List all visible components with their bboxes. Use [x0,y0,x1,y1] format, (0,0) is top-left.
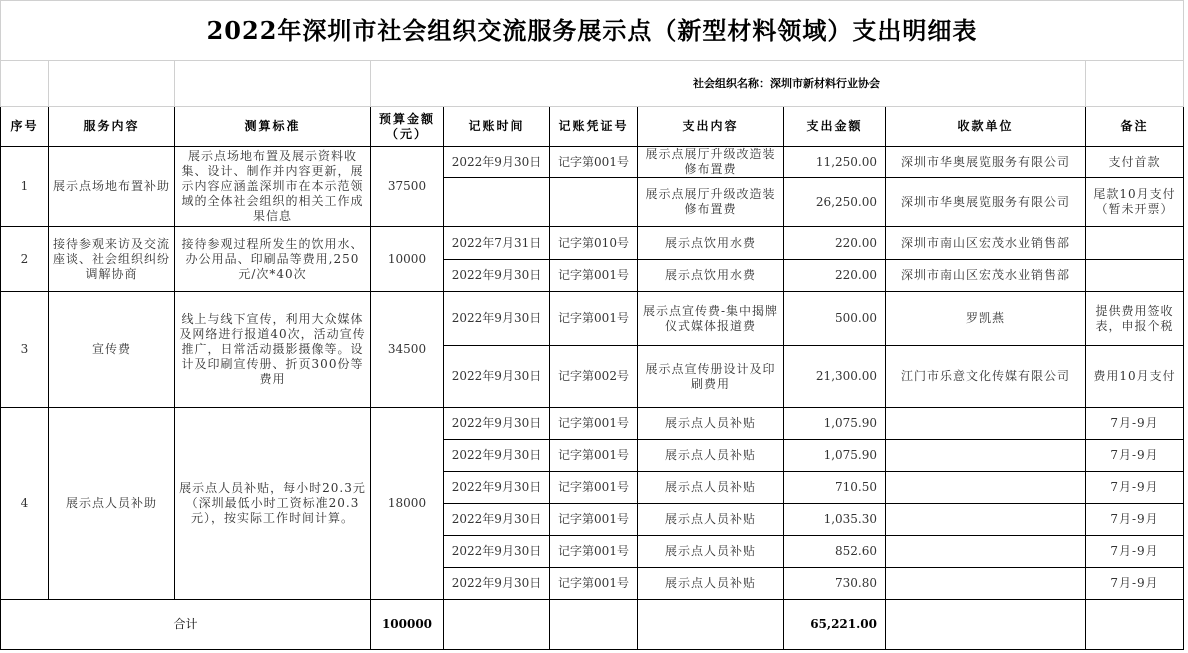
date-cell: 2022年9月30日 [444,568,550,600]
table-row [1,408,1184,440]
amount-cell: 710.50 [784,472,886,504]
header-standard: 测算标准 [175,107,371,147]
note-cell [1086,260,1184,292]
header-voucher: 记账凭证号 [550,107,638,147]
date-cell: 2022年9月30日 [444,536,550,568]
content-cell: 展示点人员补贴 [638,408,784,440]
header-budget: 预算金额（元） [371,107,444,147]
service-cell: 接待参观来访及交流座谈、社会组织纠纷调解协商 [49,227,175,292]
content-cell: 展示点人员补贴 [638,440,784,472]
content-cell: 展示点饮用水费 [638,227,784,260]
voucher-cell: 记字第001号 [550,292,638,346]
note-cell: 7月-9月 [1086,440,1184,472]
service-cell: 宣传费 [49,292,175,408]
voucher-cell: 记字第002号 [550,346,638,408]
content-cell: 展示点展厅升级改造装修布置费 [638,147,784,178]
seq-cell: 3 [1,292,49,408]
total-budget: 100000 [371,600,444,650]
date-cell: 2022年9月30日 [444,346,550,408]
header-payee: 收款单位 [886,107,1086,147]
seq-cell: 4 [1,408,49,600]
payee-cell: 深圳市南山区宏茂水业销售部 [886,260,1086,292]
note-cell: 尾款10月支付（暂未开票） [1086,178,1184,227]
header-service: 服务内容 [49,107,175,147]
amount-cell: 852.60 [784,536,886,568]
date-cell: 2022年9月30日 [444,260,550,292]
org-name: 社会组织名称：深圳市新材料行业协会 [371,61,1086,107]
payee-cell: 江门市乐意文化传媒有限公司 [886,346,1086,408]
date-cell: 2022年9月30日 [444,472,550,504]
voucher-cell: 记字第001号 [550,408,638,440]
standard-cell: 接待参观过程所发生的饮用水、办公用品、印刷品等费用,250元/次*40次 [175,227,371,292]
date-cell: 2022年9月30日 [444,408,550,440]
date-cell: 2022年9月30日 [444,292,550,346]
seq-cell: 1 [1,147,49,227]
content-cell: 展示点宣传册设计及印刷费用 [638,346,784,408]
budget-cell: 10000 [371,227,444,292]
header-row [1,107,1184,147]
note-cell: 7月-9月 [1086,472,1184,504]
amount-cell: 1,075.90 [784,440,886,472]
standard-cell: 展示点场地布置及展示资料收集、设计、制作并内容更新，展示内容应涵盖深圳市在本示范领域的全体社会组织的相关工作成果信息 [175,147,371,227]
page-title: 2022年深圳市社会组织交流服务展示点（新型材料领域）支出明细表 [1,1,1184,61]
amount-cell: 11,250.00 [784,147,886,178]
note-cell [1086,227,1184,260]
payee-cell: 深圳市华奥展览服务有限公司 [886,147,1086,178]
table-row [1,227,1184,260]
payee-cell [886,472,1086,504]
content-cell: 展示点饮用水费 [638,260,784,292]
note-cell: 7月-9月 [1086,504,1184,536]
payee-cell [886,568,1086,600]
voucher-cell: 记字第001号 [550,260,638,292]
payee-cell [886,536,1086,568]
amount-cell: 220.00 [784,260,886,292]
note-cell: 7月-9月 [1086,568,1184,600]
voucher-cell: 记字第001号 [550,472,638,504]
content-cell: 展示点人员补贴 [638,472,784,504]
payee-cell: 深圳市南山区宏茂水业销售部 [886,227,1086,260]
standard-cell: 展示点人员补贴，每小时20.3元（深圳最低小时工资标准20.3元），按实际工作时间计算。 [175,408,371,600]
header-seq: 序号 [1,107,49,147]
header-note: 备注 [1086,107,1184,147]
title-row [1,1,1184,61]
voucher-cell: 记字第001号 [550,536,638,568]
voucher-cell: 记字第001号 [550,568,638,600]
budget-cell: 37500 [371,147,444,227]
amount-cell: 1,035.30 [784,504,886,536]
amount-cell: 500.00 [784,292,886,346]
date-cell: 2022年7月31日 [444,227,550,260]
voucher-cell: 记字第010号 [550,227,638,260]
standard-cell: 线上与线下宣传，利用大众媒体及网络进行报道40次，活动宣传推广，日常活动摄影摄像等。设计及印刷宣传册、折页300份等费用 [175,292,371,408]
date-cell [444,178,550,227]
amount-cell: 1,075.90 [784,408,886,440]
amount-cell: 730.80 [784,568,886,600]
header-date: 记账时间 [444,107,550,147]
note-cell: 7月-9月 [1086,536,1184,568]
total-row [1,600,1184,650]
payee-cell [886,440,1086,472]
content-cell: 展示点人员补贴 [638,504,784,536]
payee-cell: 罗凯燕 [886,292,1086,346]
service-cell: 展示点场地布置补助 [49,147,175,227]
budget-cell: 34500 [371,292,444,408]
table-row [1,147,1184,178]
content-cell: 展示点展厅升级改造装修布置费 [638,178,784,227]
note-cell: 提供费用签收表，申报个税 [1086,292,1184,346]
voucher-cell: 记字第001号 [550,504,638,536]
header-amount: 支出金额 [784,107,886,147]
amount-cell: 26,250.00 [784,178,886,227]
note-cell: 支付首款 [1086,147,1184,178]
date-cell: 2022年9月30日 [444,504,550,536]
amount-cell: 21,300.00 [784,346,886,408]
seq-cell: 2 [1,227,49,292]
content-cell: 展示点宣传费-集中揭牌仪式媒体报道费 [638,292,784,346]
amount-cell: 220.00 [784,227,886,260]
voucher-cell: 记字第001号 [550,440,638,472]
budget-cell: 18000 [371,408,444,600]
note-cell: 费用10月支付 [1086,346,1184,408]
content-cell: 展示点人员补贴 [638,536,784,568]
note-cell: 7月-9月 [1086,408,1184,440]
voucher-cell: 记字第001号 [550,147,638,178]
header-content: 支出内容 [638,107,784,147]
service-cell: 展示点人员补助 [49,408,175,600]
total-amount: 65,221.00 [784,600,886,650]
table-row [1,292,1184,346]
content-cell: 展示点人员补贴 [638,568,784,600]
payee-cell [886,504,1086,536]
org-row [1,61,1184,107]
payee-cell [886,408,1086,440]
date-cell: 2022年9月30日 [444,440,550,472]
date-cell: 2022年9月30日 [444,147,550,178]
total-label: 合计 [1,600,371,650]
voucher-cell [550,178,638,227]
payee-cell: 深圳市华奥展览服务有限公司 [886,178,1086,227]
